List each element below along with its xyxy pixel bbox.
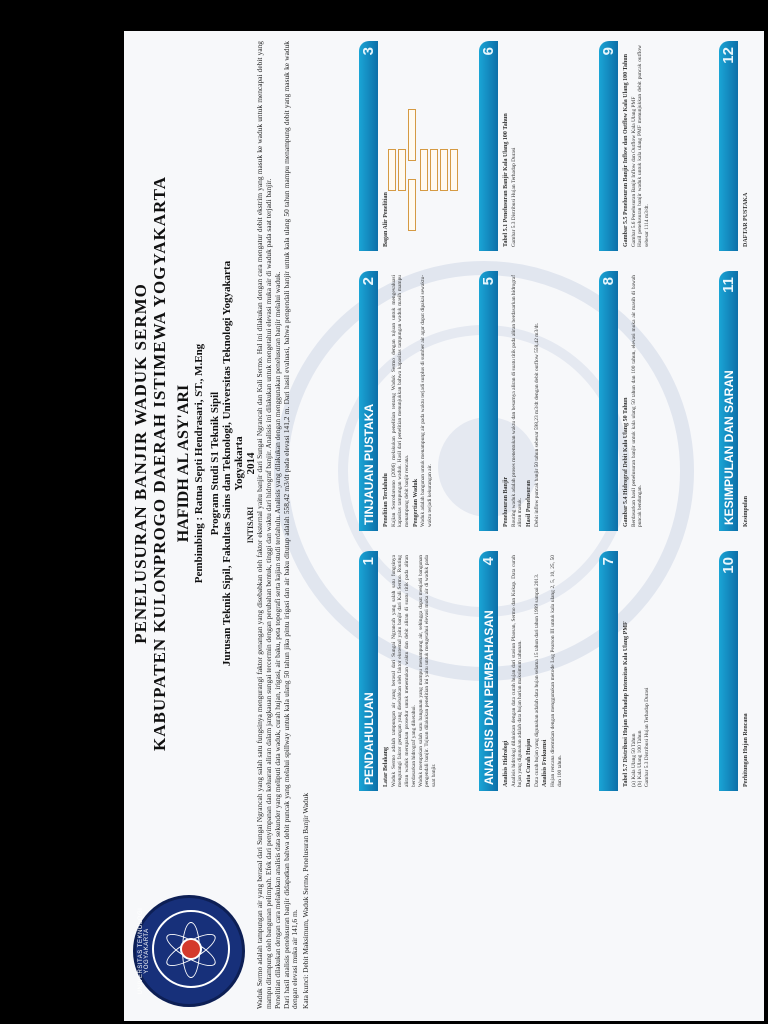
section-distribusi	[599, 551, 699, 791]
abstract	[246, 41, 311, 1009]
abstract-paragraph: Dari hasil analisis penelusuran banjir didapatkan bahwa debit puncak yang melalui spillway untuk kala ulang 50 tahun jika pintu irigasi dan air baku ditutup adalah 558,42 m3/dt pada elevasi 141,2 m. Dari hasil evaluasi, bahwa pengendali banjir untuk kala ulang 50 tahun mampu menampung debit yang masuk ke waduk dengan elevasi muka air 141,6 m.	[281, 41, 300, 1009]
section-number: 7	[600, 557, 617, 566]
department: Jurusan Teknik Sipil, Fakultas Sains dan Teknologi, Universitas Teknologi Yogyakarta	[221, 260, 234, 667]
section-number: 10	[720, 557, 737, 574]
section-body	[618, 551, 654, 791]
title-line1: PENELUSURAN BANJIR WADUK SERMO	[131, 283, 150, 644]
section-header	[479, 271, 498, 531]
subheading: Penelusuran Banjir	[503, 476, 509, 527]
section-kesimpulan	[719, 271, 759, 531]
abstract-title: INTISARI	[246, 506, 255, 544]
section-header	[359, 41, 378, 251]
section-header	[599, 271, 618, 531]
section-header	[719, 271, 738, 531]
section-body	[738, 41, 754, 251]
section-header	[599, 41, 618, 251]
section-number: 12	[720, 47, 737, 64]
section-title: ANALISIS DAN PEMBAHASAN	[481, 610, 496, 785]
section-hujan-rencana	[719, 551, 759, 791]
section-pendahuluan	[359, 551, 459, 791]
section-body	[618, 271, 647, 531]
subheading: Penelitian Terdahulu	[383, 473, 389, 527]
paragraph: Hasil penelusuran banjir waduk untuk kala ulang PMF menunjukkan debit puncak outflow sebesar 1114 m3/dt.	[637, 45, 650, 247]
section-header	[719, 41, 738, 251]
section-header	[719, 551, 738, 791]
abstract-paragraph: Penelitian dilakukan dengan cara melakukan analisis data sekunder yang meliputi data waduk, curah hujan, irigasi, air baku, peta topografi serta kajian studi terdahulu. Analisis yang dilakukan dengan menggunakan penelusuran banjir melalui waduk.	[272, 271, 282, 1009]
figure-caption: Gambar 5.4 Hidrograf Debit Kala Ulang 50 Tahun	[623, 397, 629, 527]
poster	[124, 31, 764, 1021]
subheading: Kesimpulan	[743, 495, 749, 527]
table-title: Tabel 5.1 Penelusuran Banjir Kala Ulang 100 Tahun	[503, 113, 509, 247]
figure-caption: Gambar 5.6 Penelusuran Banjir Inflow dan Outflow Kala Ulang PMF	[630, 96, 637, 247]
section-daftar-pustaka	[719, 41, 759, 251]
section-number: 3	[360, 47, 377, 56]
section-body	[378, 551, 441, 791]
section-body	[498, 271, 543, 531]
section-number: 6	[480, 47, 497, 56]
section-number: 2	[360, 277, 377, 286]
section-body	[738, 271, 754, 531]
subheading: Data Curah Hujan	[526, 738, 532, 787]
year: 2014	[245, 452, 258, 475]
section-penelusuran	[479, 271, 579, 531]
paragraph: Berdasarkan hasil penelusuran banjir untuk kala ulang 50 tahun dan 100 tahun, elevasi muka air masih di bawah puncak bendungan.	[630, 275, 644, 527]
logo-text: UNIVERSITAS TEKNOLOGI YOGYAKARTA	[138, 907, 150, 995]
subheading: Latar Belakang	[383, 746, 389, 787]
keywords: Kata kunci: Debit Maksimum, Waduk Sermo, Penelusuran Banjir Waduk	[301, 792, 311, 1009]
supervisor: Pembimbing : Ratna Septi Hendrasari, ST., M.Eng	[193, 343, 206, 584]
flowchart-box	[440, 149, 448, 191]
figure-caption: (a) Kala Ulang 50 Tahun	[630, 733, 637, 787]
abstract-paragraph: Waduk Sermo adalah tampungan air yang berasal dari Sungai Ngrancah yang salah satu fungsinya mengurangi faktor genangan yang disebabkan oleh faktor eksternal yaitu banjir dari Sungai Ngrancah dan Kali Sermo. Hal ini dilakukan dengan cara mengatur debit ekstrim yang masuk ke waduk untuk mencapai debit yang mampu ditampung oleh bangunan pelimpah. Efek dari penyimpanan dan keluaran aliran dalam jangkauan sungai tercermin dengan perubahan bentuk, tinggi dan waktu dari hidrograf banjir. Analisis ini dilakukan untuk mengetahui elevasi muka air di waduk pada saat terjadi banjir.	[255, 41, 274, 1009]
section-header	[479, 41, 498, 251]
section-header	[359, 271, 378, 531]
section-header	[479, 551, 498, 791]
section-number: 4	[480, 557, 497, 566]
section-body	[738, 551, 754, 791]
figure-caption: Gambar 5.3 Distribusi Hujan Terhadap Durasi	[644, 687, 650, 787]
table-title: Perhitungan Hujan Rencana	[743, 713, 749, 787]
flowchart-box	[430, 149, 438, 191]
paragraph: Debit inflow puncak banjir 50 tahun sebesar 598,23 m3/dt dengan debit outflow 558,42 m3/dt.	[533, 322, 540, 527]
section-number: 5	[480, 277, 497, 286]
paragraph: Kajian Sosrodarsono (2006) melakukan penelitian tentang Waduk Sermo dengan tujuan untuk mengevaluasi kapasitas tampungan waduk. Hasil dari penelitian menunjukkan bahwa kapasitas tampungan waduk masih mampu menampung debit banjir rencana.	[390, 275, 410, 527]
paragraph: Waduk Sermo adalah tampungan air yang berasal dari Sungai Ngrancah yang salah satu fungsinya mengurangi faktor genangan yang disebabkan oleh faktor eksternal yaitu banjir dari Kali Sermo. Routing aliran waduk merupakan prosedur untuk menentukan waktu dan debit aliran di suatu titik pada aliran berdasarkan hidrograf yang diketahui.	[390, 555, 417, 787]
flowchart-box	[420, 149, 428, 191]
study-program: Program Studi S1 Teknik Sipil	[209, 391, 222, 536]
paragraph: Routing waduk adalah proses menentukan waktu dan besarnya aliran di suatu titik pada aliran berdasarkan hidrograf aliran masuk.	[510, 275, 524, 527]
section-title: PENDAHULUAN	[361, 692, 376, 785]
section-number: 11	[720, 277, 737, 293]
subheading: Pengertian Waduk	[412, 478, 419, 527]
flowchart-box	[450, 149, 458, 191]
section-number: 1	[360, 557, 377, 566]
figure-caption: Tabel 5.7 Distribusi Hujan Terhadap Intensitas Kala Ulang PMF	[623, 621, 629, 787]
paragraph: Hujan rencana ditentukan dengan menggunakan metode Log Pearson III untuk kala ulang 2, 5, 10, 25, 50 dan 100 tahun.	[549, 555, 563, 787]
flowchart-box	[408, 179, 416, 231]
university-logo	[133, 895, 245, 1007]
subheading: Hasil Penelusuran	[526, 480, 532, 527]
section-hidrograf	[599, 271, 699, 531]
paragraph: Waduk adalah bangunan untuk menampung air pada waktu terjadi surplus di sumber air agar dapat dipakai sewaktu-waktu terjadi kekurangan air.	[420, 275, 433, 527]
section-number: 9	[600, 47, 617, 56]
atom-core-icon	[180, 938, 202, 960]
section-inflow-outflow	[599, 41, 699, 251]
section-flowchart	[359, 41, 459, 251]
flowchart-box	[388, 149, 396, 191]
paragraph: Waduk merupakan salah satu bangunan yang mampu menampung air, sehingga dapat menjadi bangunan pengendali banjir. Tujuan dilakukan penelitian ini yaitu untuk mengetahui elevasi muka air di waduk pada saat banjir.	[417, 555, 437, 787]
flowchart-box	[408, 109, 416, 161]
figure-caption: (b) Kala Ulang 100 Tahun	[637, 730, 644, 787]
subheading: DAFTAR PUSTAKA	[743, 192, 749, 247]
section-body	[498, 41, 520, 251]
section-body	[618, 41, 654, 251]
section-table-routing	[479, 41, 579, 251]
subheading: Analisis Hidrologi	[503, 740, 509, 787]
section-analisis	[479, 551, 579, 791]
section-number: 8	[600, 277, 617, 286]
flowchart-box	[398, 149, 406, 191]
section-body	[378, 41, 469, 251]
city: Yogyakarta	[233, 436, 246, 491]
figure-caption: Gambar 5.5 Penelusuran Banjir Inflow dan Outflow Kala Ulang 100 Tahun	[623, 54, 629, 247]
subheading: Analisis Frekuensi	[542, 739, 549, 787]
section-header	[599, 551, 618, 791]
subheading: Bagan Alir Penelitian	[383, 192, 389, 247]
paragraph: Analisis hidrologi dilakukan dengan data curah hujan dari stasiun Plaosan, Sermo dan Kokap. Data curah hujan yang digunakan adalah data hujan harian maksimum tahunan.	[510, 555, 524, 787]
section-title: KESIMPULAN DAN SARAN	[721, 370, 736, 525]
section-tinjauan-pustaka	[359, 271, 459, 531]
section-header	[359, 551, 378, 791]
section-title: TINJAUAN PUSTAKA	[361, 403, 376, 525]
section-body	[378, 271, 437, 531]
author-name: HAFIDH AL ASY'ARI	[175, 384, 193, 543]
poster-header	[124, 41, 257, 886]
section-body	[498, 551, 566, 791]
paragraph: Data curah hujan yang digunakan adalah data hujan selama 15 tahun dari tahun 1999 sampai 2013.	[533, 573, 540, 787]
table-caption: Gambar 5.3 Distribusi Hujan Terhadap Durasi	[510, 147, 517, 247]
title-line2: KABUPATEN KULONPROGO DAERAH ISTIMEWA YOGYAKARTA	[149, 175, 169, 752]
